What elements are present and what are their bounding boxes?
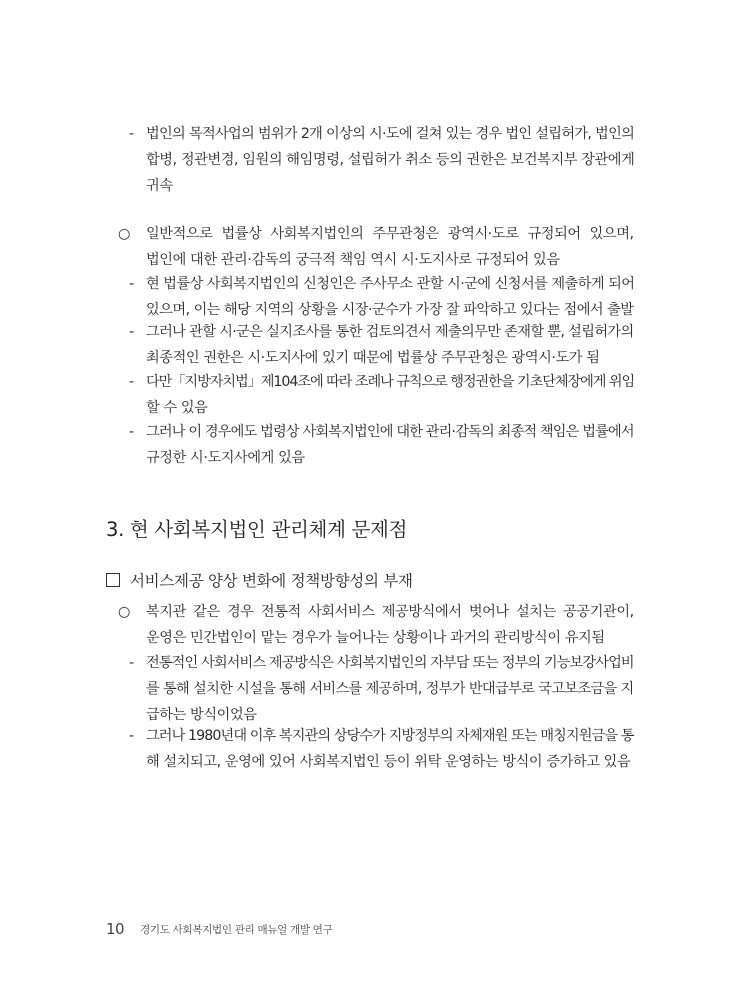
text-line: 를 통해 설치한 시설을 통해 서비스를 제공하며, 정부가 반대급부로 국고보조금을 지	[146, 681, 634, 697]
paragraph-item	[146, 319, 634, 371]
paragraph-item	[146, 221, 634, 273]
text-line: 귀속	[146, 178, 173, 194]
paragraph-item	[146, 599, 634, 651]
paragraph-item	[146, 271, 634, 323]
dash-marker: -	[129, 728, 135, 744]
text-line: 운영은 민간법인이 맡는 경우가 늘어나는 상황이나 과거의 관리방식이 유지됨	[146, 630, 605, 646]
text-line: 현 법률상 사회복지법인의 신청인은 주사무소 관할 시·군에 신청서를 제출하게 되어	[146, 276, 635, 292]
paragraph-item	[146, 121, 634, 199]
text-line: 법인에 대한 관리·감독의 궁극적 책임 역시 시·도지사로 규정되어 있음	[146, 252, 560, 268]
section-title: 3. 현 사회복지법인 관리체계 문제점	[106, 518, 408, 541]
circle-marker: ○	[118, 226, 131, 242]
text-line: 일반적으로 법률상 사회복지법인의 주무관청은 광역시·도로 규정되어 있으며,	[146, 226, 634, 242]
subsection-heading-text: 서비스제공 양상 변화에 정책방향성의 부재	[130, 572, 413, 590]
checkbox-square-icon	[106, 573, 120, 587]
page-footer	[106, 919, 332, 938]
text-line: 그러나 이 경우에도 법령상 사회복지법인에 대한 관리·감독의 최종적 책임은 법률에서	[146, 424, 634, 440]
paragraph-item	[146, 369, 634, 421]
text-line: 있으며, 이는 해당 지역의 상황을 시장·군수가 가장 잘 파악하고 있다는 점에서 출발	[146, 302, 634, 318]
text-line: 다만「지방자치법」제104조에 따라 조례나 규칙으로 행정권한을 기초단체장에게 위임	[146, 374, 635, 390]
dash-marker: -	[129, 324, 135, 340]
paragraph-item	[146, 723, 634, 775]
dash-marker: -	[129, 126, 135, 142]
dash-marker: -	[129, 374, 135, 390]
text-line: 규정한 시·도지사에게 있음	[146, 450, 305, 466]
page-number: 10	[106, 920, 125, 938]
text-line: 해 설치되고, 운영에 있어 사회복지법인 등이 위탁 운영하는 방식이 증가하고 있음	[146, 754, 631, 770]
text-line: 최종적인 권한은 시·도지사에 있기 때문에 법률상 주무관청은 광역시·도가 됨	[146, 350, 600, 366]
text-line: 전통적인 사회서비스 제공방식은 사회복지법인의 자부담 또는 정부의 기능보강사업비	[146, 655, 634, 671]
text-line: 법인의 목적사업의 범위가 2개 이상의 시·도에 걸쳐 있는 경우 법인 설립허가, 법인의	[146, 126, 635, 142]
subsection-heading	[106, 568, 413, 594]
dash-marker: -	[129, 424, 135, 440]
text-line: 급하는 방식이었음	[146, 707, 257, 723]
paragraph-item	[146, 650, 634, 728]
text-line: 그러나 관할 시·군은 실지조사를 통한 검토의견서 제출의무만 존재할 뿐, 설립허가의	[146, 324, 634, 340]
text-line: 할 수 있음	[146, 400, 208, 416]
paragraph-item	[146, 419, 634, 471]
running-title: 경기도 사회복지법인 관리 매뉴얼 개발 연구	[140, 924, 333, 936]
text-line: 복지관 같은 경우 전통적 사회서비스 제공방식에서 벗어나 설치는 공공기관이,	[146, 604, 634, 620]
dash-marker: -	[129, 276, 135, 292]
text-line: 합병, 정관변경, 임원의 해임명령, 설립허가 취소 등의 권한은 보건복지부 장관에게	[146, 152, 635, 168]
dash-marker: -	[129, 655, 135, 671]
text-line: 그러나 1980년대 이후 복지관의 상당수가 지방정부의 자체재원 또는 매칭지원금을 통	[146, 728, 634, 744]
circle-marker: ○	[118, 604, 131, 620]
